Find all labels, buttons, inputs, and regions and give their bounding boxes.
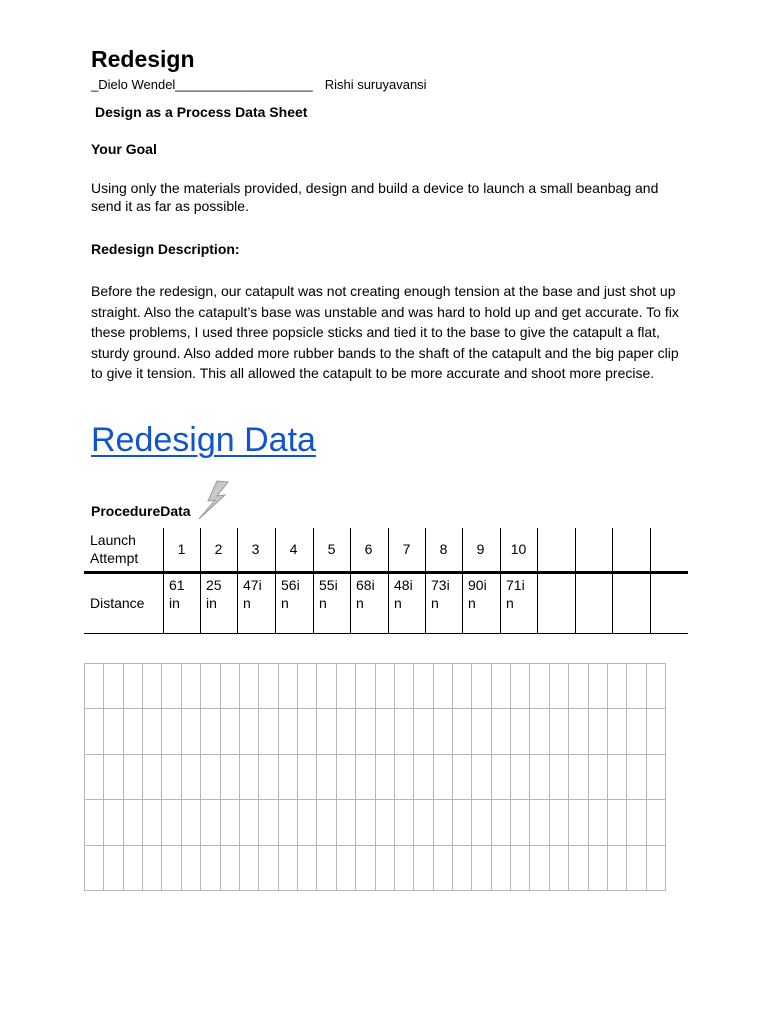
attempt-number-cell: 6 bbox=[364, 541, 373, 557]
distance-cell: 56i n bbox=[281, 577, 300, 611]
table-column-divider bbox=[650, 528, 651, 633]
attempt-number-cell: 2 bbox=[214, 541, 223, 557]
launch-data-table bbox=[84, 528, 688, 634]
table-bottom-border bbox=[84, 633, 688, 634]
attempt-number-cell: 5 bbox=[327, 541, 336, 557]
author-names bbox=[91, 77, 427, 92]
distance-cell: 71i n bbox=[506, 577, 525, 611]
attempt-number-cell: 7 bbox=[402, 541, 411, 557]
goal-heading: Your Goal bbox=[91, 141, 157, 157]
table-column-divider bbox=[537, 528, 538, 633]
attempt-number-cell: 9 bbox=[476, 541, 485, 557]
redesign-heading: Redesign Description: bbox=[91, 241, 240, 257]
attempt-number-cell: 1 bbox=[177, 541, 186, 557]
row-header-distance: Distance bbox=[90, 595, 145, 611]
table-column-divider bbox=[575, 528, 576, 633]
distance-cell: 25 in bbox=[206, 577, 222, 611]
distance-cell: 68i n bbox=[356, 577, 375, 611]
attempt-number-cell: 3 bbox=[251, 541, 260, 557]
distance-cell: 47i n bbox=[243, 577, 262, 611]
distance-cell: 48i n bbox=[394, 577, 413, 611]
author-name-1: _Dielo Wendel___________________ bbox=[91, 77, 313, 92]
author-name-2: Rishi suruyavansi bbox=[324, 77, 427, 92]
procedure-data-label: ProcedureData bbox=[91, 503, 191, 519]
redesign-data-heading[interactable]: Redesign Data bbox=[91, 421, 316, 459]
attempt-number-cell: 8 bbox=[439, 541, 448, 557]
table-header-divider bbox=[84, 571, 688, 574]
distance-cell: 73i n bbox=[431, 577, 450, 611]
lightning-bolt-icon bbox=[195, 480, 233, 520]
row-header-launch-attempt: Launch Attempt bbox=[90, 532, 139, 566]
redesign-description: Before the redesign, our catapult was not creating enough tension at the base and just shot up straight. Also the catapult’s base was unstable and was hard to hold up and get accurate. To fix these problems, I used three popsicle sticks and tied it to the base to give the catapult a flat, sturdy ground. Also added more rubber bands to the shaft of the catapult and the big paper clip to give it tension. This all allowed the catapult to be more accurate and shoot more precise. bbox=[91, 283, 679, 382]
distance-cell: 55i n bbox=[319, 577, 338, 611]
goal-text: Using only the materials provided, design and build a device to launch a small beanbag and send it as far as possible. bbox=[91, 180, 659, 214]
attempt-number-cell: 10 bbox=[510, 541, 527, 557]
distance-cell: 61 in bbox=[169, 577, 185, 611]
sheet-title: Design as a Process Data Sheet bbox=[95, 104, 308, 120]
distance-cell: 90i n bbox=[468, 577, 487, 611]
document-title: Redesign bbox=[91, 46, 195, 72]
attempt-number-cell: 4 bbox=[289, 541, 298, 557]
graph-grid bbox=[84, 663, 666, 891]
table-column-divider bbox=[612, 528, 613, 633]
